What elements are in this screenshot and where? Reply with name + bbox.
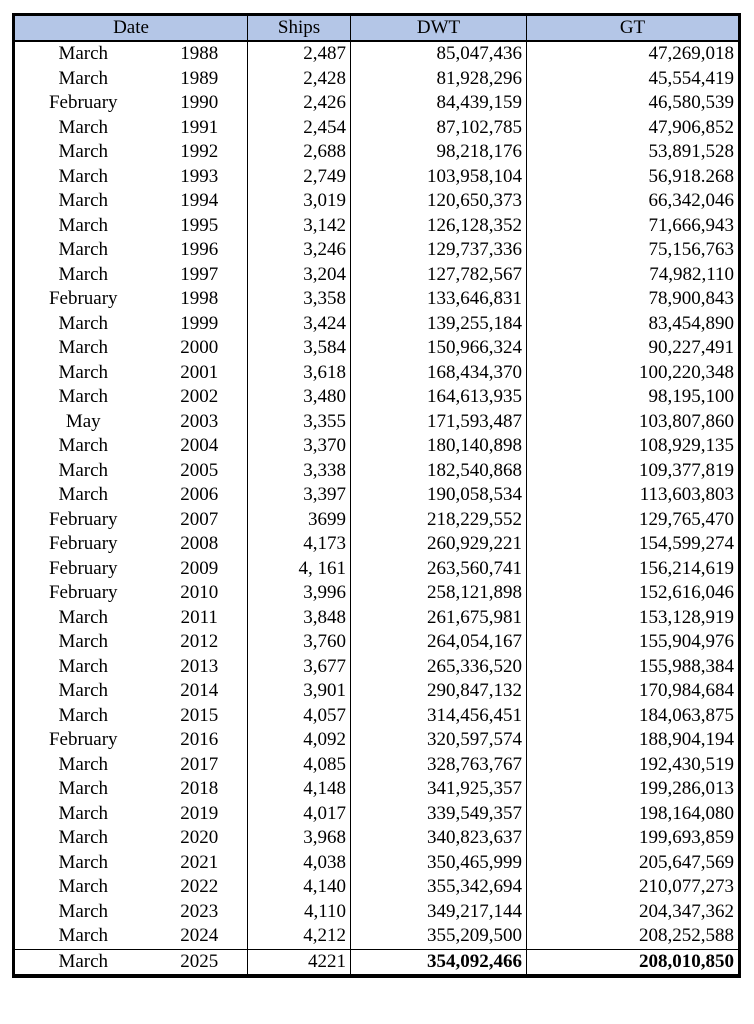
cell-dwt: 84,439,159 — [351, 91, 527, 116]
cell-dwt: 150,966,324 — [351, 336, 527, 361]
table-row — [15, 826, 739, 851]
cell-gt: 184,063,875 — [527, 704, 739, 729]
cell-gt: 108,929,135 — [527, 434, 739, 459]
cell-dwt: 355,342,694 — [351, 875, 527, 900]
cell-dwt: 218,229,552 — [351, 508, 527, 533]
cell-year: 2011 — [152, 606, 248, 631]
cell-month: March — [15, 67, 152, 92]
cell-year: 1990 — [152, 91, 248, 116]
cell-gt: 71,666,943 — [527, 214, 739, 239]
cell-ships: 3,901 — [248, 679, 351, 704]
table-row — [15, 483, 739, 508]
cell-ships: 3,677 — [248, 655, 351, 680]
cell-ships: 2,688 — [248, 140, 351, 165]
cell-year: 2021 — [152, 851, 248, 876]
cell-month: March — [15, 606, 152, 631]
cell-month: March — [15, 459, 152, 484]
cell-year: 2015 — [152, 704, 248, 729]
cell-dwt: 126,128,352 — [351, 214, 527, 239]
cell-month: March — [15, 116, 152, 141]
cell-month: March — [15, 165, 152, 190]
cell-month: March — [15, 140, 152, 165]
cell-gt: 170,984,684 — [527, 679, 739, 704]
cell-year: 2024 — [152, 924, 248, 949]
cell-gt: 198,164,080 — [527, 802, 739, 827]
cell-ships: 2,454 — [248, 116, 351, 141]
cell-ships: 3,358 — [248, 287, 351, 312]
cell-gt: 155,988,384 — [527, 655, 739, 680]
cell-month: February — [15, 91, 152, 116]
cell-month: February — [15, 581, 152, 606]
cell-month: May — [15, 410, 152, 435]
cell-gt: 109,377,819 — [527, 459, 739, 484]
cell-gt: 100,220,348 — [527, 361, 739, 386]
cell-gt: 103,807,860 — [527, 410, 739, 435]
cell-dwt: 260,929,221 — [351, 532, 527, 557]
table-row — [15, 410, 739, 435]
cell-year: 2019 — [152, 802, 248, 827]
table-row — [15, 165, 739, 190]
cell-month: March — [15, 949, 152, 975]
table-row — [15, 875, 739, 900]
cell-gt: 47,906,852 — [527, 116, 739, 141]
table-header-row — [15, 16, 739, 42]
cell-gt: 78,900,843 — [527, 287, 739, 312]
cell-year: 2017 — [152, 753, 248, 778]
cell-year: 2014 — [152, 679, 248, 704]
cell-gt: 188,904,194 — [527, 728, 739, 753]
cell-ships: 3,584 — [248, 336, 351, 361]
cell-year: 2018 — [152, 777, 248, 802]
cell-gt: 45,554,419 — [527, 67, 739, 92]
cell-month: March — [15, 900, 152, 925]
table-row — [15, 606, 739, 631]
cell-gt: 90,227,491 — [527, 336, 739, 361]
cell-dwt: 81,928,296 — [351, 67, 527, 92]
cell-month: March — [15, 826, 152, 851]
cell-ships: 4,017 — [248, 802, 351, 827]
cell-gt: 74,982,110 — [527, 263, 739, 288]
cell-dwt: 339,549,357 — [351, 802, 527, 827]
table-row — [15, 630, 739, 655]
cell-dwt: 129,737,336 — [351, 238, 527, 263]
cell-gt: 66,342,046 — [527, 189, 739, 214]
cell-year: 1996 — [152, 238, 248, 263]
cell-dwt: 171,593,487 — [351, 410, 527, 435]
cell-gt: 47,269,018 — [527, 41, 739, 67]
cell-month: March — [15, 214, 152, 239]
cell-gt: 204,347,362 — [527, 900, 739, 925]
cell-month: March — [15, 655, 152, 680]
cell-ships: 3,760 — [248, 630, 351, 655]
table-row — [15, 263, 739, 288]
cell-month: March — [15, 263, 152, 288]
cell-gt: 210,077,273 — [527, 875, 739, 900]
table-body — [15, 41, 739, 975]
table-row — [15, 655, 739, 680]
cell-dwt: 85,047,436 — [351, 41, 527, 67]
cell-ships: 4,038 — [248, 851, 351, 876]
cell-month: March — [15, 238, 152, 263]
cell-ships: 4,110 — [248, 900, 351, 925]
cell-ships: 4,212 — [248, 924, 351, 949]
cell-ships: 4,092 — [248, 728, 351, 753]
table-row — [15, 361, 739, 386]
cell-ships: 3,424 — [248, 312, 351, 337]
fleet-statistics-table — [14, 15, 739, 976]
cell-dwt: 190,058,534 — [351, 483, 527, 508]
cell-gt: 129,765,470 — [527, 508, 739, 533]
table-row — [15, 214, 739, 239]
cell-month: March — [15, 924, 152, 949]
cell-month: February — [15, 728, 152, 753]
cell-year: 2004 — [152, 434, 248, 459]
cell-ships: 3699 — [248, 508, 351, 533]
cell-year: 2005 — [152, 459, 248, 484]
cell-ships: 3,338 — [248, 459, 351, 484]
cell-gt: 205,647,569 — [527, 851, 739, 876]
cell-ships: 2,487 — [248, 41, 351, 67]
cell-dwt: 120,650,373 — [351, 189, 527, 214]
table-row — [15, 728, 739, 753]
table-row — [15, 802, 739, 827]
cell-dwt: 182,540,868 — [351, 459, 527, 484]
table-row — [15, 140, 739, 165]
cell-year: 1992 — [152, 140, 248, 165]
cell-dwt: 133,646,831 — [351, 287, 527, 312]
cell-year: 2001 — [152, 361, 248, 386]
cell-ships: 3,968 — [248, 826, 351, 851]
table-row — [15, 312, 739, 337]
cell-ships: 2,749 — [248, 165, 351, 190]
cell-dwt: 340,823,637 — [351, 826, 527, 851]
cell-year: 1991 — [152, 116, 248, 141]
fleet-statistics-table-frame — [12, 13, 741, 978]
table-row — [15, 900, 739, 925]
table-row — [15, 434, 739, 459]
cell-gt: 208,252,588 — [527, 924, 739, 949]
cell-year: 2002 — [152, 385, 248, 410]
table-row — [15, 67, 739, 92]
cell-ships: 3,370 — [248, 434, 351, 459]
cell-month: March — [15, 679, 152, 704]
column-header-gt: GT — [527, 16, 739, 42]
cell-year: 2008 — [152, 532, 248, 557]
table-row — [15, 508, 739, 533]
cell-dwt: 180,140,898 — [351, 434, 527, 459]
cell-year: 2022 — [152, 875, 248, 900]
cell-ships: 3,019 — [248, 189, 351, 214]
cell-dwt: 264,054,167 — [351, 630, 527, 655]
cell-gt: 83,454,890 — [527, 312, 739, 337]
cell-ships: 4,173 — [248, 532, 351, 557]
table-row — [15, 116, 739, 141]
cell-gt: 156,214,619 — [527, 557, 739, 582]
cell-month: March — [15, 753, 152, 778]
cell-year: 1994 — [152, 189, 248, 214]
cell-ships: 3,480 — [248, 385, 351, 410]
cell-ships: 3,397 — [248, 483, 351, 508]
cell-month: March — [15, 41, 152, 67]
cell-year: 2003 — [152, 410, 248, 435]
cell-year: 2006 — [152, 483, 248, 508]
cell-dwt: 98,218,176 — [351, 140, 527, 165]
cell-ships: 4221 — [248, 949, 351, 975]
cell-month: March — [15, 851, 152, 876]
cell-dwt: 103,958,104 — [351, 165, 527, 190]
cell-gt: 46,580,539 — [527, 91, 739, 116]
table-row — [15, 91, 739, 116]
cell-ships: 4,140 — [248, 875, 351, 900]
cell-gt: 154,599,274 — [527, 532, 739, 557]
cell-ships: 2,428 — [248, 67, 351, 92]
column-header-date: Date — [15, 16, 248, 42]
table-row — [15, 532, 739, 557]
cell-month: March — [15, 483, 152, 508]
cell-month: March — [15, 361, 152, 386]
cell-dwt: 261,675,981 — [351, 606, 527, 631]
table-row — [15, 189, 739, 214]
cell-ships: 3,204 — [248, 263, 351, 288]
cell-year: 1999 — [152, 312, 248, 337]
cell-ships: 2,426 — [248, 91, 351, 116]
cell-gt: 75,156,763 — [527, 238, 739, 263]
cell-gt: 53,891,528 — [527, 140, 739, 165]
table-row — [15, 851, 739, 876]
cell-gt: 208,010,850 — [527, 949, 739, 975]
table-row — [15, 385, 739, 410]
cell-ships: 4,057 — [248, 704, 351, 729]
cell-month: February — [15, 508, 152, 533]
table-row — [15, 679, 739, 704]
cell-month: March — [15, 777, 152, 802]
cell-year: 2010 — [152, 581, 248, 606]
cell-year: 2007 — [152, 508, 248, 533]
cell-dwt: 290,847,132 — [351, 679, 527, 704]
cell-dwt: 265,336,520 — [351, 655, 527, 680]
cell-month: March — [15, 802, 152, 827]
cell-ships: 3,996 — [248, 581, 351, 606]
table-row — [15, 777, 739, 802]
cell-month: March — [15, 312, 152, 337]
cell-month: March — [15, 704, 152, 729]
cell-year: 2013 — [152, 655, 248, 680]
cell-month: March — [15, 434, 152, 459]
cell-month: February — [15, 287, 152, 312]
cell-month: March — [15, 875, 152, 900]
column-header-dwt: DWT — [351, 16, 527, 42]
cell-gt: 113,603,803 — [527, 483, 739, 508]
cell-year: 1998 — [152, 287, 248, 312]
cell-gt: 56,918.268 — [527, 165, 739, 190]
cell-dwt: 87,102,785 — [351, 116, 527, 141]
cell-year: 2023 — [152, 900, 248, 925]
cell-gt: 155,904,976 — [527, 630, 739, 655]
cell-dwt: 164,613,935 — [351, 385, 527, 410]
cell-month: March — [15, 189, 152, 214]
table-row — [15, 949, 739, 975]
cell-year: 1993 — [152, 165, 248, 190]
cell-dwt: 328,763,767 — [351, 753, 527, 778]
cell-dwt: 314,456,451 — [351, 704, 527, 729]
cell-dwt: 263,560,741 — [351, 557, 527, 582]
cell-month: February — [15, 557, 152, 582]
table-row — [15, 238, 739, 263]
table-row — [15, 924, 739, 949]
cell-year: 2012 — [152, 630, 248, 655]
cell-dwt: 354,092,466 — [351, 949, 527, 975]
table-row — [15, 557, 739, 582]
cell-gt: 192,430,519 — [527, 753, 739, 778]
cell-ships: 3,848 — [248, 606, 351, 631]
cell-month: March — [15, 385, 152, 410]
cell-ships: 4,148 — [248, 777, 351, 802]
cell-year: 1995 — [152, 214, 248, 239]
cell-ships: 3,618 — [248, 361, 351, 386]
cell-gt: 98,195,100 — [527, 385, 739, 410]
cell-ships: 3,142 — [248, 214, 351, 239]
cell-dwt: 168,434,370 — [351, 361, 527, 386]
cell-year: 1988 — [152, 41, 248, 67]
cell-year: 2000 — [152, 336, 248, 361]
cell-dwt: 349,217,144 — [351, 900, 527, 925]
cell-year: 2020 — [152, 826, 248, 851]
cell-year: 1989 — [152, 67, 248, 92]
table-row — [15, 459, 739, 484]
table-row — [15, 704, 739, 729]
table-row — [15, 581, 739, 606]
table-row — [15, 753, 739, 778]
cell-dwt: 341,925,357 — [351, 777, 527, 802]
cell-ships: 4,085 — [248, 753, 351, 778]
cell-gt: 199,286,013 — [527, 777, 739, 802]
cell-dwt: 355,209,500 — [351, 924, 527, 949]
cell-dwt: 258,121,898 — [351, 581, 527, 606]
cell-gt: 199,693,859 — [527, 826, 739, 851]
table-row — [15, 336, 739, 361]
cell-ships: 4, 161 — [248, 557, 351, 582]
cell-dwt: 139,255,184 — [351, 312, 527, 337]
cell-year: 2025 — [152, 949, 248, 975]
cell-year: 2016 — [152, 728, 248, 753]
cell-dwt: 127,782,567 — [351, 263, 527, 288]
cell-year: 1997 — [152, 263, 248, 288]
cell-month: February — [15, 532, 152, 557]
cell-month: March — [15, 336, 152, 361]
table-row — [15, 41, 739, 67]
cell-ships: 3,246 — [248, 238, 351, 263]
cell-gt: 153,128,919 — [527, 606, 739, 631]
column-header-ships: Ships — [248, 16, 351, 42]
cell-ships: 3,355 — [248, 410, 351, 435]
cell-year: 2009 — [152, 557, 248, 582]
cell-dwt: 320,597,574 — [351, 728, 527, 753]
cell-dwt: 350,465,999 — [351, 851, 527, 876]
cell-gt: 152,616,046 — [527, 581, 739, 606]
cell-month: March — [15, 630, 152, 655]
table-row — [15, 287, 739, 312]
